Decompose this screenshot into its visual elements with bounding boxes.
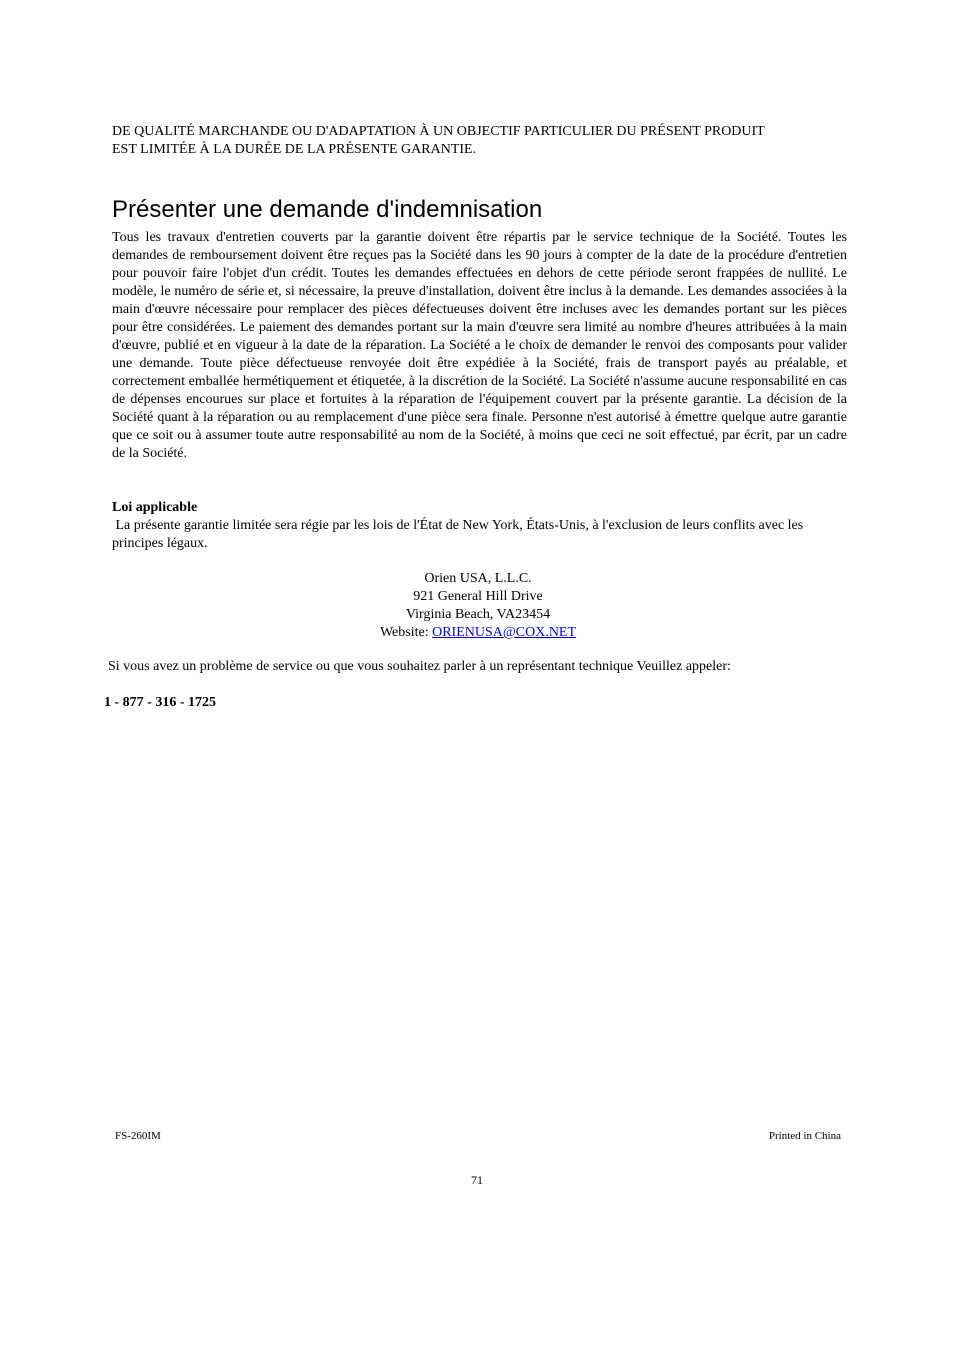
law-title: Loi applicable xyxy=(112,500,198,515)
law-body-text: La présente garantie limitée sera régie par les lois de l'État de New York, États-Unis, à l'exclusion de leurs conflits avec les principes légaux. xyxy=(112,518,804,551)
page-number: 71 xyxy=(471,1173,483,1187)
website-link[interactable]: ORIENUSA@COX.NET xyxy=(432,625,577,640)
claim-body: Tous les travaux d'entretien couverts par la garantie doivent être répartis par le service technique de la Société. Toutes les demandes de remboursement doivent être reçues pas la Société dans les 90 jours à compter de la date de la procédure d'entretien pour pouvoir faire l'objet d'un crédit. Toutes les demandes effectuées en dehors de cette période seront frappées de nullité. Le modèle, le numéro de série et, si nécessaire, la preuve d'installation, doivent être inclus à la demande. Les demandes associées à la main d'œuvre nécessaire pour remplacer des pièces défectueuses doivent être incluses avec les demandes portant sur les pièces pour être considérées. Le paiement des demandes portant sur la main d'œuvre sera limité au nombre d'heures attribuées à la main d'œuvre, publié et en vigueur à la date de la réparation. La Société a le choix de demander le renvoi des composants pour valider une demande. Toute pièce défectueuse renvoyée doit être expédiée à la Société, frais de transport payés au préalable, et correctement emballée hermétiquement et étiquetée, à la discrétion de la Société. La Société n'assume aucune responsabilité en cas de dépenses encourues sur place et fortuites à la réparation de l'équipement couvert par la présente garantie. La décision de la Société quant à la réparation ou au remplacement d'une pièce sera finale. Personne n'est autorisé à émettre quelque autre garantie que ce soit ou à assumer toute autre responsabilité au nom de la Société, à moins que ceci ne soit effectué, par écrit, par un cadre de la Société. xyxy=(112,230,847,461)
company-name: Orien USA, L.L.C. xyxy=(424,571,532,586)
company-website xyxy=(300,624,656,642)
intro-line-1: DE QUALITÉ MARCHANDE OU D'ADAPTATION À UN OBJECTIF PARTICULIER DU PRÉSENT PRODUIT xyxy=(112,124,765,139)
phone-number: 1 - 877 - 316 - 1725 xyxy=(104,695,216,710)
intro-paragraph xyxy=(112,123,852,159)
company-city: Virginia Beach, VA23454 xyxy=(405,607,551,622)
intro-line-2: EST LIMITÉE À LA DURÉE DE LA PRÉSENTE GARANTIE. xyxy=(112,142,477,157)
website-label: Website: xyxy=(379,625,429,640)
company-street: 921 General Hill Drive xyxy=(413,589,543,604)
footer-printed: Printed in China xyxy=(768,1130,841,1142)
claim-heading: Présenter une demande d'indemnisation xyxy=(112,196,543,223)
law-body xyxy=(112,517,847,553)
footer-model: FS-260IM xyxy=(115,1130,161,1142)
service-text: Si vous avez un problème de service ou que vous souhaitez parler à un représentant technique Veuillez appeler: xyxy=(108,659,731,674)
company-address xyxy=(300,570,656,642)
